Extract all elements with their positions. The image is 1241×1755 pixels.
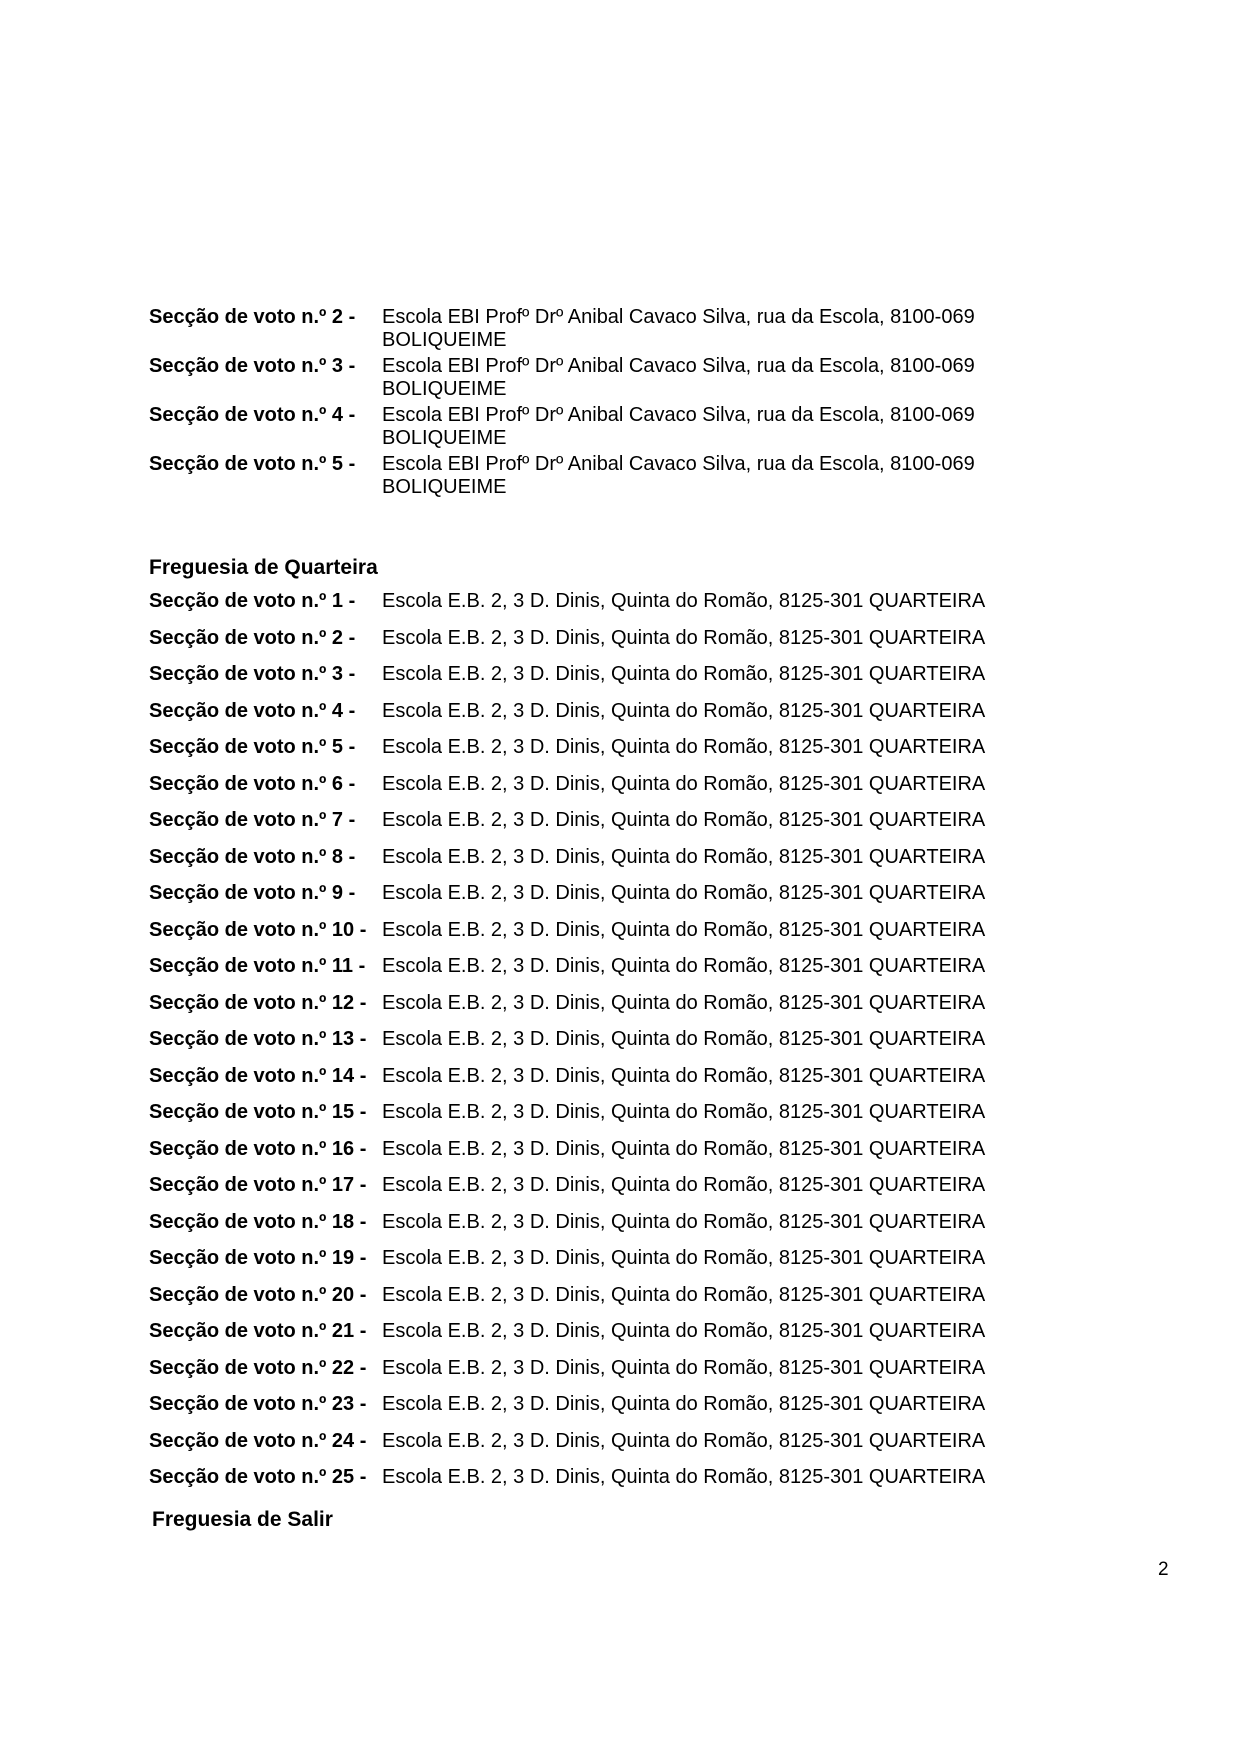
- section-address: Escola E.B. 2, 3 D. Dinis, Quinta do Romão, 8125-301 QUARTEIRA: [382, 955, 986, 977]
- section-address: Escola E.B. 2, 3 D. Dinis, Quinta do Romão, 8125-301 QUARTEIRA: [382, 1393, 986, 1415]
- section-row: [149, 1211, 1149, 1248]
- section-address: Escola E.B. 2, 3 D. Dinis, Quinta do Romão, 8125-301 QUARTEIRA: [382, 590, 986, 612]
- section-address: Escola EBI Profº Drº Anibal Cavaco Silva, rua da Escola, 8100-069 BOLIQUEIME: [382, 404, 975, 449]
- section-label: Secção de voto n.º 19 -: [149, 1247, 367, 1269]
- section-address: Escola E.B. 2, 3 D. Dinis, Quinta do Romão, 8125-301 QUARTEIRA: [382, 1320, 986, 1342]
- section-label: Secção de voto n.º 14 -: [149, 1064, 367, 1087]
- section-address: Escola E.B. 2, 3 D. Dinis, Quinta do Romão, 8125-301 QUARTEIRA: [382, 1028, 986, 1050]
- section-row: [149, 846, 1149, 883]
- section-label: Secção de voto n.º 24 -: [149, 1429, 367, 1452]
- section-label: Secção de voto n.º 1 -: [149, 590, 356, 612]
- section-label: Secção de voto n.º 2 -: [149, 306, 356, 328]
- section-label: Secção de voto n.º 17 -: [149, 1174, 367, 1196]
- section-label: Secção de voto n.º 9 -: [149, 882, 356, 904]
- section-label: Secção de voto n.º 2 -: [149, 626, 356, 649]
- section-address: Escola E.B. 2, 3 D. Dinis, Quinta do Romão, 8125-301 QUARTEIRA: [382, 699, 986, 722]
- section-label: Secção de voto n.º 12 -: [149, 991, 367, 1014]
- section-label: Secção de voto n.º 18 -: [149, 1210, 367, 1233]
- section-row: [149, 1065, 1149, 1102]
- section-row: [149, 355, 1049, 401]
- section-address: Escola E.B. 2, 3 D. Dinis, Quinta do Romão, 8125-301 QUARTEIRA: [382, 1356, 986, 1379]
- section-row: [149, 404, 1049, 450]
- section-row: [149, 919, 1149, 956]
- section-label: Secção de voto n.º 22 -: [149, 1356, 367, 1379]
- section-row: [149, 736, 1149, 773]
- section-address: Escola E.B. 2, 3 D. Dinis, Quinta do Romão, 8125-301 QUARTEIRA: [382, 1210, 986, 1233]
- section-row: [149, 1247, 1149, 1284]
- section-label: Secção de voto n.º 3 -: [149, 355, 356, 377]
- section-address: Escola E.B. 2, 3 D. Dinis, Quinta do Romão, 8125-301 QUARTEIRA: [382, 809, 986, 831]
- section-row: [149, 590, 1149, 627]
- section-address: Escola E.B. 2, 3 D. Dinis, Quinta do Romão, 8125-301 QUARTEIRA: [382, 918, 986, 941]
- salir-heading: Freguesia de Salir: [152, 1508, 333, 1531]
- section-label: Secção de voto n.º 8 -: [149, 845, 356, 868]
- section-label: Secção de voto n.º 6 -: [149, 772, 356, 795]
- section-address: Escola E.B. 2, 3 D. Dinis, Quinta do Romão, 8125-301 QUARTEIRA: [382, 1466, 986, 1488]
- section-label: Secção de voto n.º 4 -: [149, 404, 356, 426]
- section-label: Secção de voto n.º 5 -: [149, 453, 356, 475]
- section-row: [149, 1138, 1149, 1175]
- section-address: Escola E.B. 2, 3 D. Dinis, Quinta do Romão, 8125-301 QUARTEIRA: [382, 1137, 986, 1160]
- section-address: Escola E.B. 2, 3 D. Dinis, Quinta do Romão, 8125-301 QUARTEIRA: [382, 626, 986, 649]
- section-address: Escola EBI Profº Drº Anibal Cavaco Silva, rua da Escola, 8100-069 BOLIQUEIME: [382, 355, 975, 400]
- section-address: Escola E.B. 2, 3 D. Dinis, Quinta do Romão, 8125-301 QUARTEIRA: [382, 1429, 986, 1452]
- section-label: Secção de voto n.º 3 -: [149, 663, 356, 685]
- section-label: Secção de voto n.º 23 -: [149, 1393, 367, 1415]
- section-label: Secção de voto n.º 5 -: [149, 736, 356, 758]
- section-row: [149, 955, 1149, 992]
- section-label: Secção de voto n.º 20 -: [149, 1283, 367, 1306]
- section-address: Escola E.B. 2, 3 D. Dinis, Quinta do Romão, 8125-301 QUARTEIRA: [382, 663, 986, 685]
- section-row: [149, 1466, 1149, 1503]
- section-row: [149, 1320, 1149, 1357]
- section-address: Escola EBI Profº Drº Anibal Cavaco Silva, rua da Escola, 8100-069 BOLIQUEIME: [382, 453, 975, 498]
- section-label: Secção de voto n.º 13 -: [149, 1028, 367, 1050]
- section-address: Escola E.B. 2, 3 D. Dinis, Quinta do Romão, 8125-301 QUARTEIRA: [382, 1174, 986, 1196]
- section-row: [149, 1357, 1149, 1394]
- section-row: [149, 663, 1149, 700]
- section-row: [149, 1028, 1149, 1065]
- boliqueime-sections-list: [149, 306, 1049, 502]
- section-address: Escola E.B. 2, 3 D. Dinis, Quinta do Romão, 8125-301 QUARTEIRA: [382, 845, 986, 868]
- section-address: Escola E.B. 2, 3 D. Dinis, Quinta do Romão, 8125-301 QUARTEIRA: [382, 1283, 986, 1306]
- section-address: Escola E.B. 2, 3 D. Dinis, Quinta do Romão, 8125-301 QUARTEIRA: [382, 736, 986, 758]
- section-label: Secção de voto n.º 15 -: [149, 1101, 367, 1123]
- quarteira-sections-list: [149, 590, 1149, 1503]
- section-address: Escola E.B. 2, 3 D. Dinis, Quinta do Romão, 8125-301 QUARTEIRA: [382, 991, 986, 1014]
- section-row: [149, 1430, 1149, 1467]
- section-address: Escola EBI Profº Drº Anibal Cavaco Silva, rua da Escola, 8100-069 BOLIQUEIME: [382, 306, 975, 351]
- section-address: Escola E.B. 2, 3 D. Dinis, Quinta do Romão, 8125-301 QUARTEIRA: [382, 1101, 986, 1123]
- section-row: [149, 700, 1149, 737]
- section-row: [149, 1393, 1149, 1430]
- section-address: Escola E.B. 2, 3 D. Dinis, Quinta do Romão, 8125-301 QUARTEIRA: [382, 1064, 986, 1087]
- section-row: [149, 773, 1149, 810]
- section-label: Secção de voto n.º 25 -: [149, 1466, 367, 1488]
- section-label: Secção de voto n.º 10 -: [149, 918, 367, 941]
- section-row: [149, 306, 1049, 352]
- section-row: [149, 882, 1149, 919]
- section-label: Secção de voto n.º 21 -: [149, 1320, 367, 1342]
- section-row: [149, 992, 1149, 1029]
- section-row: [149, 627, 1149, 664]
- quarteira-heading: Freguesia de Quarteira: [149, 556, 378, 579]
- section-row: [149, 1101, 1149, 1138]
- section-row: [149, 1174, 1149, 1211]
- page-number: 2: [1158, 1559, 1169, 1580]
- section-address: Escola E.B. 2, 3 D. Dinis, Quinta do Romão, 8125-301 QUARTEIRA: [382, 772, 986, 795]
- section-row: [149, 1284, 1149, 1321]
- section-address: Escola E.B. 2, 3 D. Dinis, Quinta do Romão, 8125-301 QUARTEIRA: [382, 882, 986, 904]
- section-label: Secção de voto n.º 11 -: [149, 955, 366, 977]
- section-address: Escola E.B. 2, 3 D. Dinis, Quinta do Romão, 8125-301 QUARTEIRA: [382, 1247, 986, 1269]
- section-label: Secção de voto n.º 16 -: [149, 1137, 367, 1160]
- section-row: [149, 809, 1149, 846]
- section-row: [149, 453, 1049, 499]
- section-label: Secção de voto n.º 4 -: [149, 699, 356, 722]
- section-label: Secção de voto n.º 7 -: [149, 809, 356, 831]
